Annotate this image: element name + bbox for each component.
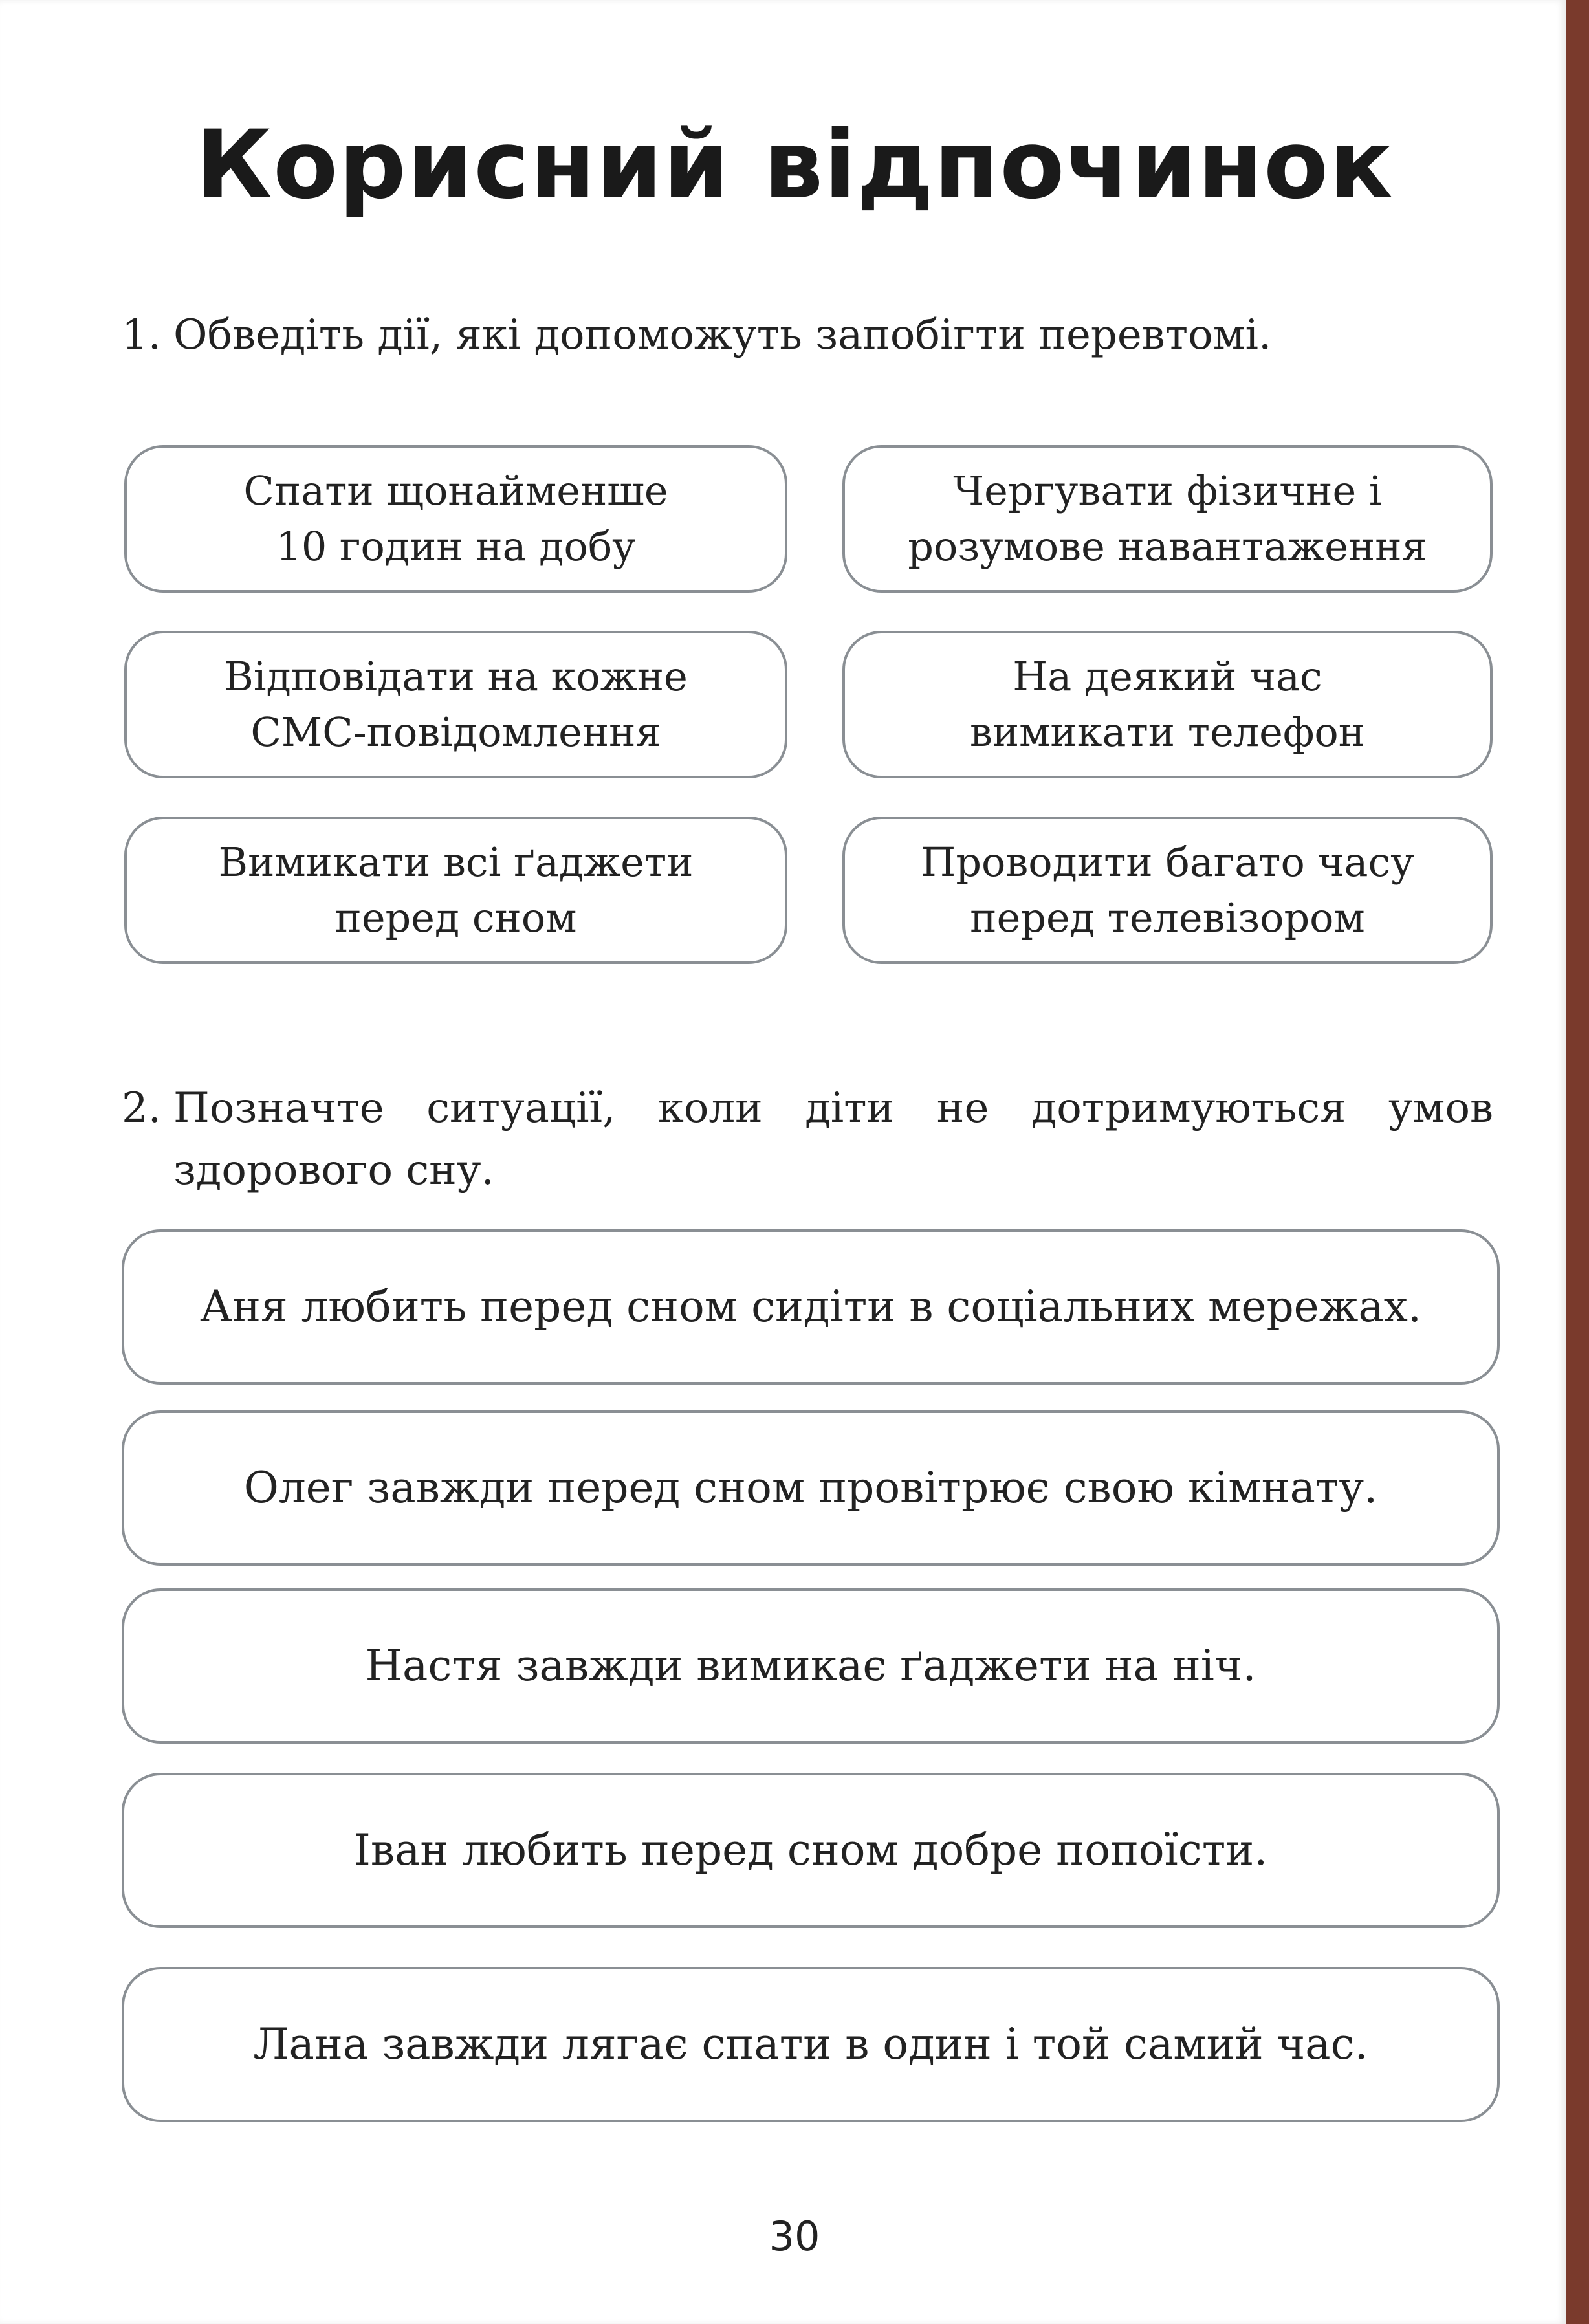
situation-card-ivan[interactable] (122, 1773, 1500, 1928)
option-card-label: Вимикати всі ґаджети перед сном (218, 839, 694, 941)
situation-card-oleh[interactable] (122, 1410, 1500, 1566)
situation-card-anya[interactable] (122, 1229, 1500, 1385)
situation-card-lana[interactable] (122, 1967, 1500, 2122)
task-1-number: 1. (122, 311, 162, 359)
situation-card-label: Настя завжди вимикає ґаджети на ніч. (365, 1641, 1256, 1691)
option-card-sleep-10-hours[interactable] (124, 445, 787, 593)
situation-card-label: Аня любить перед сном сидіти в соціальних мережах. (199, 1282, 1422, 1332)
task-2-number: 2. (122, 1084, 162, 1132)
task-1-instruction: Обведіть дії, які допоможуть запобігти перевтомі. (173, 311, 1272, 359)
option-card-label: Проводити багато часу перед телевізором (921, 839, 1414, 941)
option-card-gadgets-off-before-sleep[interactable] (124, 817, 787, 964)
task-2-instruction: Позначте ситуації, коли діти не дотримуються умов здорового сну. (173, 1084, 1493, 1194)
task-2 (122, 1077, 1493, 1201)
option-card-answer-every-sms[interactable] (124, 631, 787, 778)
option-card-label: Чергувати фізичне і розумове навантаження (908, 467, 1427, 570)
option-card-turn-off-phone[interactable] (842, 631, 1493, 778)
option-card-label: Спати щонайменше 10 годин на добу (243, 467, 668, 570)
page-title: Корисний відпочинок (195, 110, 1394, 220)
situation-card-label: Іван любить перед сном добре попоїсти. (353, 1825, 1268, 1875)
option-card-label: Відповідати на кожне СМС-повідомлення (224, 653, 688, 756)
situation-card-label: Лана завжди лягає спати в один і той самий час. (253, 2019, 1368, 2069)
option-card-label: На деякий час вимикати телефон (969, 653, 1366, 756)
page-number: 30 (769, 2213, 820, 2260)
option-card-alternate-load[interactable] (842, 445, 1493, 593)
task-1 (122, 304, 1480, 366)
situation-card-nastya[interactable] (122, 1588, 1500, 1744)
situation-card-label: Олег завжди перед сном провітрює свою кімнату. (243, 1463, 1378, 1513)
option-card-much-tv-time[interactable] (842, 817, 1493, 964)
